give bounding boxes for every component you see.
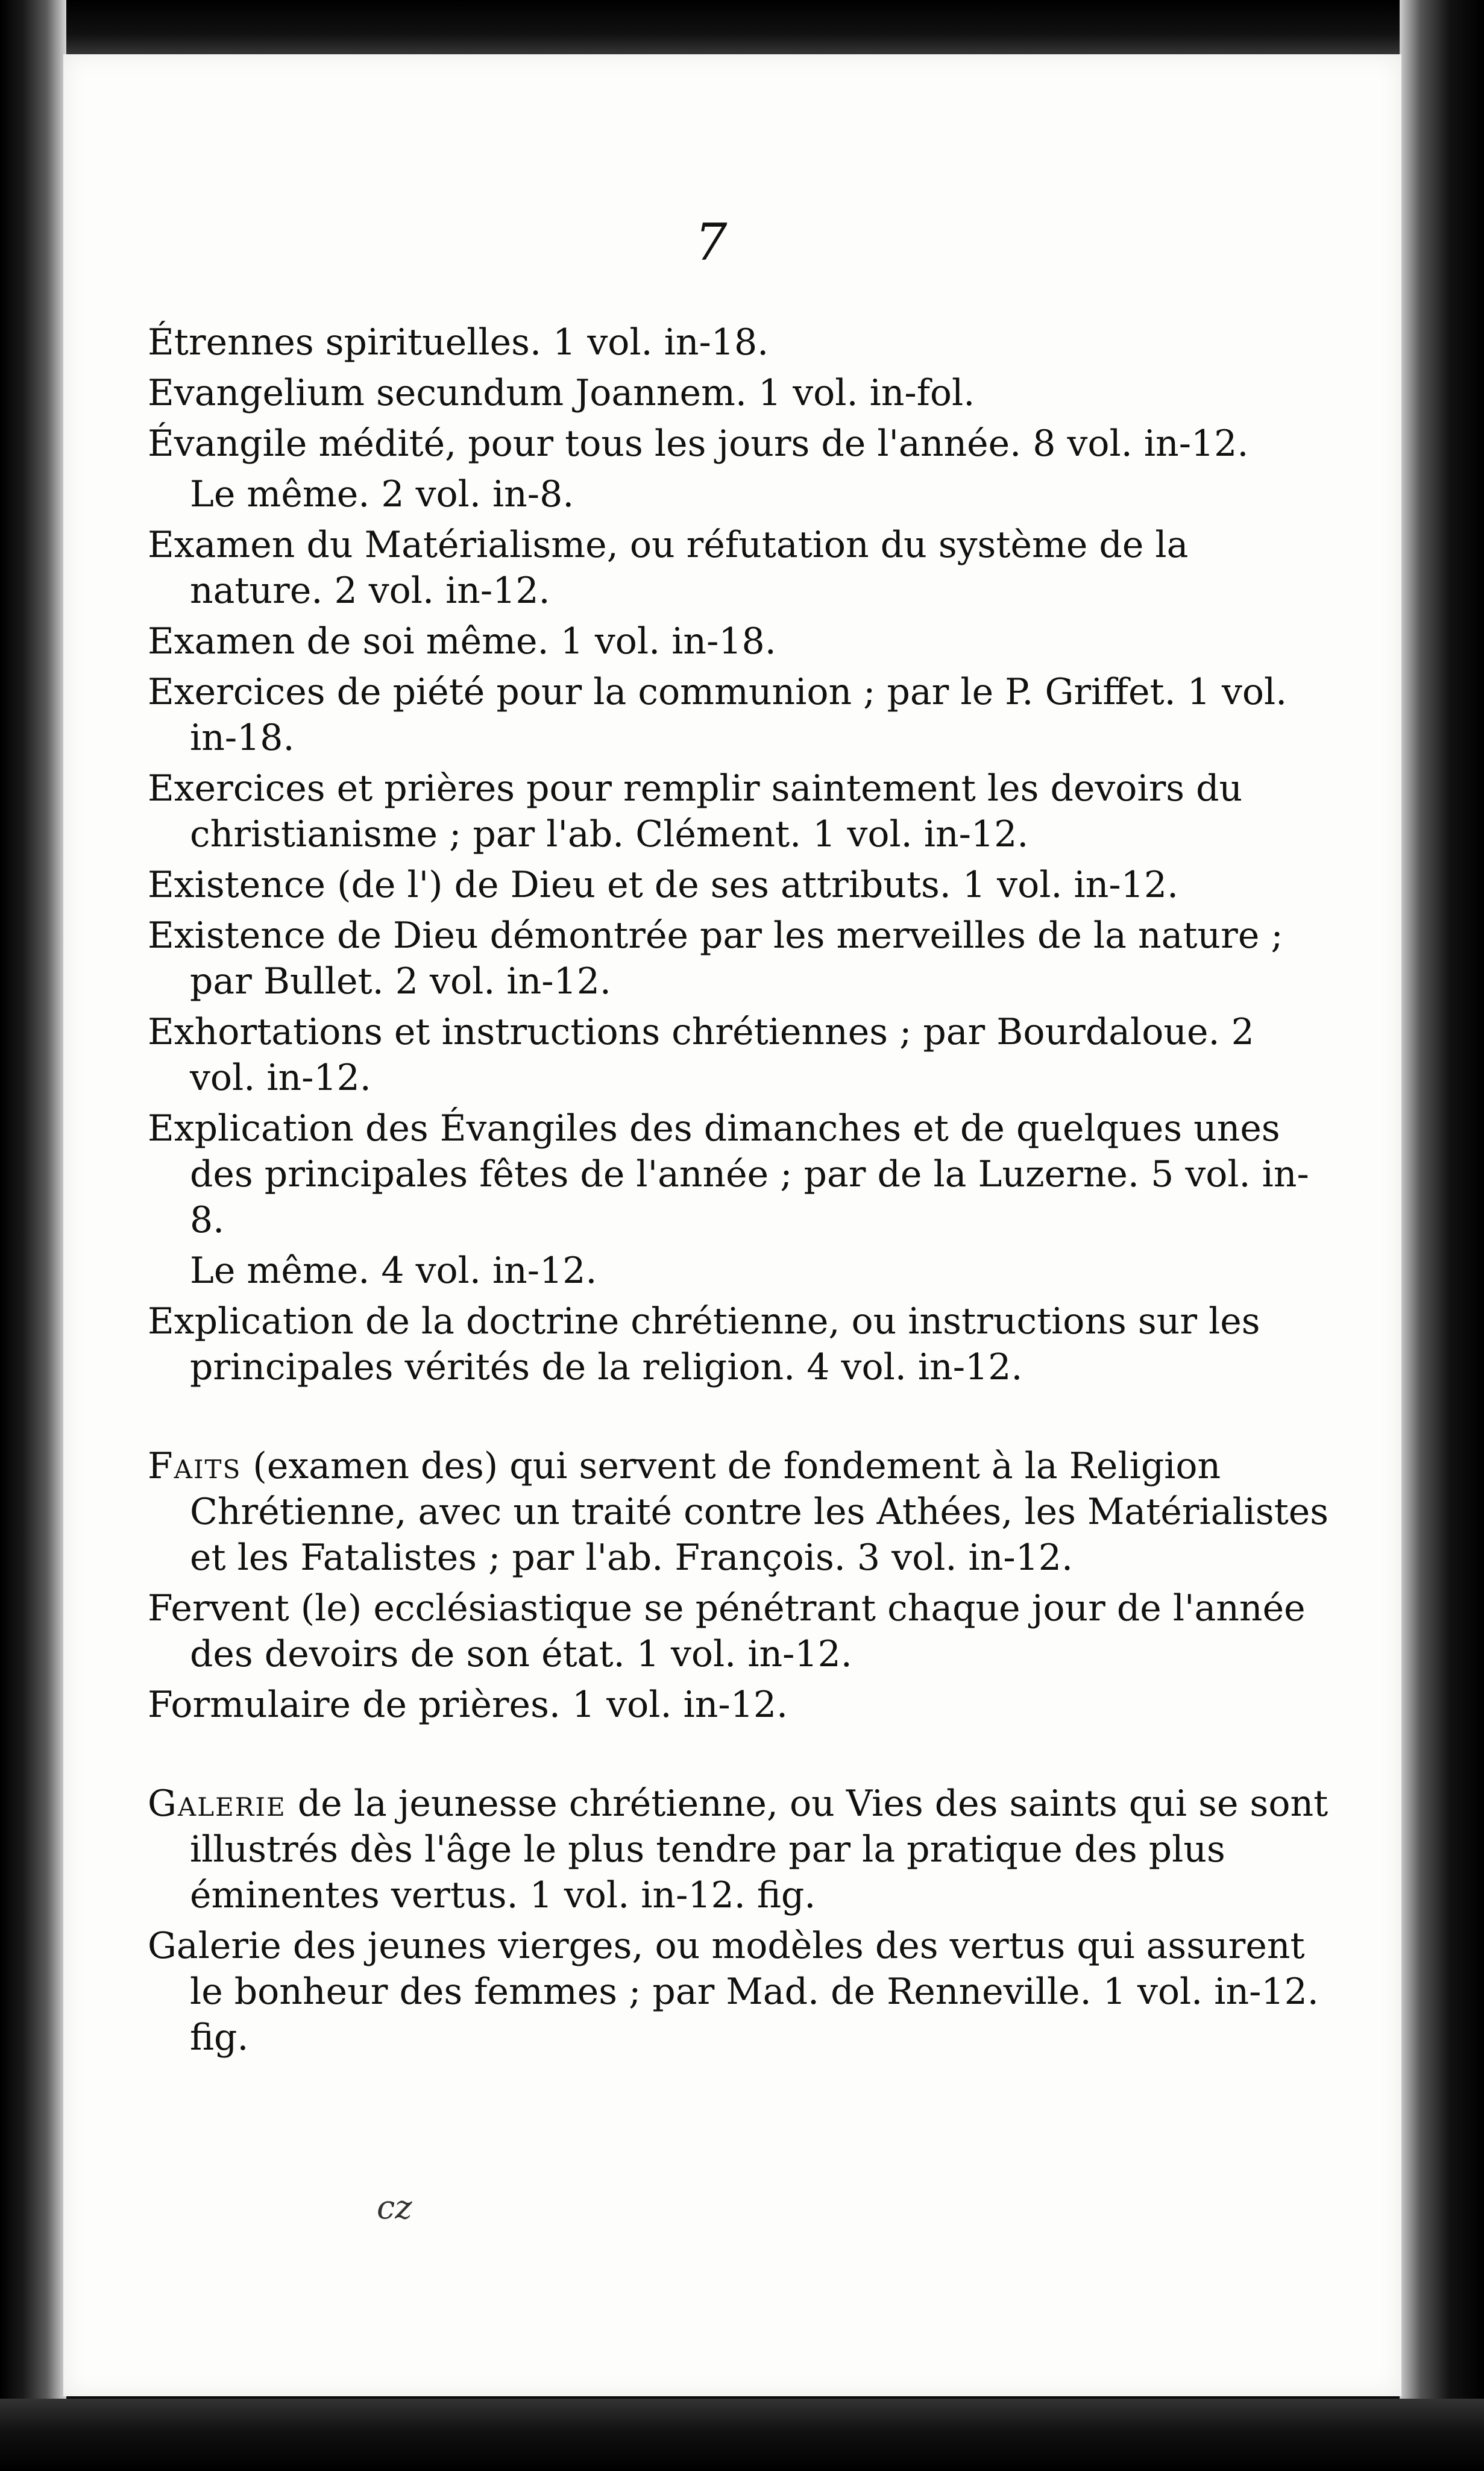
entry-lead-word: Galerie — [148, 1783, 286, 1825]
catalog-entry: Examen du Matérialisme, ou réfutation du système de la nature. 2 vol. in-12. — [148, 524, 1189, 612]
catalog-entry: Explication de la doctrine chrétienne, ou instructions sur les principales vérités de la religion. 4 vol. in-12. — [148, 1300, 1260, 1388]
entry-text: Formulaire de prières. 1 vol. in-12. — [148, 1684, 788, 1726]
scan-border-top — [0, 0, 1484, 57]
catalog-entry: Explication des Évangiles des dimanches et de quelques unes des principales fêtes de l'année ; par de la Luzerne. 5 vol. in-8. — [148, 1107, 1309, 1241]
section-divider — [148, 1395, 1329, 1443]
entry-text: (examen des) qui servent de fondement à la Religion Chrétienne, avec un traité contre les Athées, les Matérialistes et les Fatalistes ; par l'ab. François. 3 vol. in-12. — [190, 1445, 1329, 1579]
catalog-entry — [148, 1585, 1329, 1677]
catalog-entry — [148, 1781, 1329, 1918]
page-number: 7 — [695, 213, 728, 272]
scan-border-right — [1400, 0, 1484, 2471]
entry-lead-word: Faits — [148, 1445, 242, 1487]
printer-ornament: cz — [377, 2188, 412, 2226]
catalog-entry — [148, 1682, 1329, 1728]
entry-text: Galerie des jeunes vierges, ou modèles des vertus qui assurent le bonheur des femmes ; par Mad. de Renneville. 1 vol. in-12. fig. — [148, 1925, 1319, 2059]
catalog-entry-sub: Le même. 4 vol. in-12. — [190, 1250, 597, 1292]
catalog-entry: Existence (de l') de Dieu et de ses attributs. 1 vol. in-12. — [148, 864, 1179, 906]
catalog-entry: Exhortations et instructions chrétiennes ; par Bourdaloue. 2 vol. in-12. — [148, 1011, 1254, 1099]
entry-text: Fervent (le) ecclésiastique se pénétrant chaque jour de l'année des devoirs de son état. 1 vol. in-12. — [148, 1587, 1306, 1675]
catalog-entry — [148, 1443, 1329, 1581]
book-page — [63, 54, 1401, 2396]
catalog-entry: Exercices et prières pour remplir saintement les devoirs du christianisme ; par l'ab. Clément. 1 vol. in-12. — [148, 767, 1243, 855]
catalog-entry: Examen de soi même. 1 vol. in-18. — [148, 620, 776, 663]
catalog-entry-sub: Le même. 2 vol. in-8. — [190, 473, 574, 515]
section-divider — [148, 1733, 1329, 1781]
catalog-entries — [148, 319, 1329, 2065]
catalog-entry: Exercices de piété pour la communion ; par le P. Griffet. 1 vol. in-18. — [148, 671, 1287, 759]
catalog-entry: Étrennes spirituelles. 1 vol. in-18. — [148, 321, 769, 364]
catalog-entry — [148, 1923, 1329, 2060]
scan-border-left — [0, 0, 66, 2471]
entry-text: de la jeunesse chrétienne, ou Vies des saints qui se sont illustrés dès l'âge le plus tendre par la pratique des plus éminentes vertus. 1 vol. in-12. fig. — [190, 1783, 1328, 1916]
scan-border-bottom — [0, 2399, 1484, 2471]
catalog-entry: Existence de Dieu démontrée par les merveilles de la nature ; par Bullet. 2 vol. in-12. — [148, 914, 1283, 1003]
catalog-entry: Evangelium secundum Joannem. 1 vol. in-fol. — [148, 372, 975, 414]
catalog-entry: Évangile médité, pour tous les jours de l'année. 8 vol. in-12. — [148, 423, 1249, 465]
